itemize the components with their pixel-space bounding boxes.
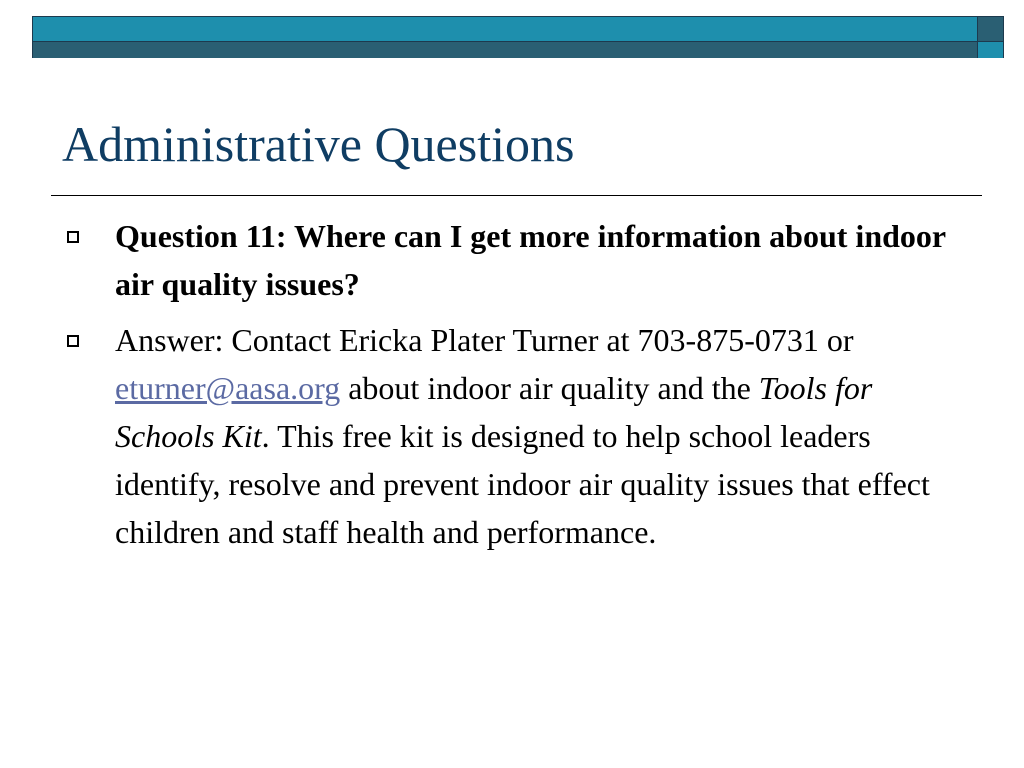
email-link[interactable]: eturner@aasa.org [115,370,341,406]
bullet-list [66,212,966,564]
answer-text-part3: . This free kit is designed to help school leaders identify, resolve and prevent indoor air quality issues that effect children and staff health and performance. [115,418,930,550]
header-decoration-band [32,16,1004,58]
slide-title: Administrative Questions [62,116,575,172]
answer-text-part2: about indoor air quality and the [340,370,759,406]
answer-bullet [66,316,966,556]
hollow-square-bullet-icon [67,335,79,347]
header-square-lower [978,41,1003,58]
question-text: Question 11: Where can I get more information about indoor air quality issues? [115,218,946,302]
header-band-upper [33,17,978,41]
question-bullet [66,212,966,308]
header-square-upper [978,17,1003,41]
answer-text-part1: Answer: Contact Ericka Plater Turner at 703-875-0731 or [115,322,854,358]
hollow-square-bullet-icon [67,231,79,243]
title-divider [51,195,982,196]
header-band-lower [33,41,978,58]
kit-name: Tools for Schools Kit [115,370,873,454]
